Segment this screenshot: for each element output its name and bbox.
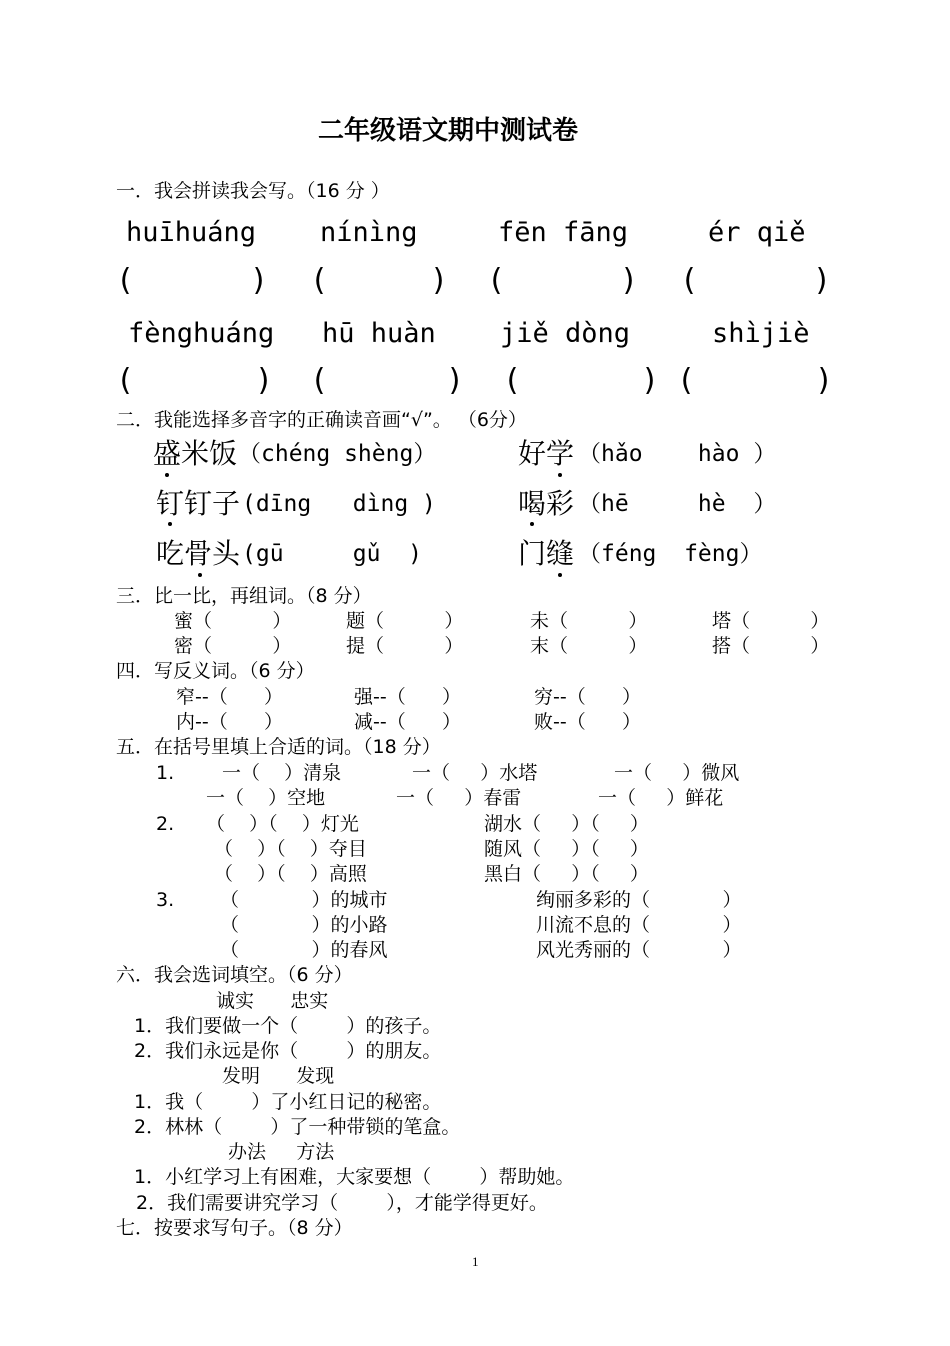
emphasis-dot [558,573,562,577]
pinyin-3: fēn fāng [498,217,629,248]
fill-item: （ ）（ ）夺目 [214,838,367,860]
fill-item: 随风（ ）（ ） [484,838,649,860]
answer-open-paren: ( [680,263,699,298]
polyphone-pinyin: （hē hè ） [578,491,777,517]
pinyin-8: shìjiè [712,318,810,349]
fill-sentence: 2．我们需要讲究学习（ ），才能学得更好。 [136,1192,548,1214]
page-number: 1 [472,1254,479,1269]
fill-sentence: 1．我（ ）了小红日记的秘密。 [134,1091,442,1113]
polyphone-word: 喝彩 [518,487,575,520]
compare-item: 搭（ ） [712,635,830,657]
word-choices: 办法 方法 [228,1141,335,1163]
fill-item: （ ）（ ）高照 [214,863,367,885]
antonym-item: 内--（ ） [176,711,283,733]
answer-close-paren: ) [815,363,834,398]
pinyin-1: huīhuáng [126,217,257,248]
polyphone-pinyin: （chéng shèng） [238,441,437,467]
polyphone-word: 钉钉子 [156,487,241,520]
polyphone-pinyin: （féng fèng） [578,541,763,567]
fill-item: （ ）的城市 [220,889,388,911]
fill-sentence: 2．林林（ ）了一种带锁的笔盒。 [134,1116,461,1138]
antonym-item: 减--（ ） [354,711,461,733]
compare-item: 塔（ ） [712,610,830,632]
answer-open-paren: ( [503,363,522,398]
answer-open-paren: ( [487,263,506,298]
polyphone-word: 吃骨头 [156,537,241,570]
compare-item: 题（ ） [346,610,464,632]
polyphone-pinyin: (dīng dìng ) [242,491,436,517]
antonym-item: 穷--（ ） [534,686,641,708]
polyphone-word: 好学 [518,437,575,470]
answer-open-paren: ( [116,263,135,298]
pinyin-2: nínìng [320,217,418,248]
pinyin-7: jiě dòng [500,318,631,349]
polyphone-word: 门缝 [518,537,575,570]
fill-item: 一（ ）水塔 [412,762,538,784]
question-number: 1. [156,762,175,784]
fill-item: 一（ ）清泉 [222,762,342,784]
compare-item: 蜜（ ） [174,610,292,632]
fill-sentence: 1．小红学习上有困难，大家要想（ ）帮助她。 [134,1166,575,1188]
antonym-item: 败--（ ） [534,711,641,733]
emphasis-dot [168,522,172,526]
pinyin-4: ér qiě [708,217,806,248]
answer-open-paren: ( [116,363,135,398]
section-4-heading: 四．写反义词。（6 分） [116,660,315,682]
antonym-item: 强--（ ） [354,686,461,708]
fill-item: 一（ ）春雷 [396,787,522,809]
question-number: 3. [156,889,175,911]
fill-item: 绚丽多彩的（ ） [536,889,742,911]
emphasis-dot [198,573,202,577]
answer-close-paren: ) [430,263,449,298]
emphasis-dot [558,473,562,477]
page-title: 二年级语文期中测试卷 [318,116,579,146]
answer-open-paren: ( [310,263,329,298]
fill-item: 一（ ）微风 [614,762,740,784]
answer-open-paren: ( [677,363,696,398]
pinyin-5: fènghuáng [128,318,275,349]
emphasis-dot [530,522,534,526]
fill-sentence: 1．我们要做一个（ ）的孩子。 [134,1015,442,1037]
answer-close-paren: ) [250,263,269,298]
compare-item: 密（ ） [174,635,292,657]
fill-item: 一（ ）空地 [206,787,326,809]
fill-item: 一（ ）鲜花 [598,787,724,809]
compare-item: 未（ ） [530,610,648,632]
section-1-heading: 一．我会拼读我会写。（16 分 ） [116,180,390,202]
fill-item: 风光秀丽的（ ） [536,939,742,961]
word-choices: 发明 发现 [222,1065,335,1087]
answer-close-paren: ) [446,363,465,398]
compare-item: 末（ ） [530,635,648,657]
answer-open-paren: ( [310,363,329,398]
section-7-heading: 七．按要求写句子。（8 分） [116,1217,353,1239]
antonym-item: 窄--（ ） [176,686,283,708]
answer-close-paren: ) [813,263,832,298]
answer-close-paren: ) [255,363,274,398]
word-choices: 诚实 忠实 [216,990,329,1012]
fill-item: （ ）（ ）灯光 [206,813,359,835]
section-5-heading: 五．在括号里填上合适的词。（18 分） [116,736,441,758]
fill-item: 川流不息的（ ） [536,914,742,936]
fill-item: 湖水（ ）（ ） [484,813,649,835]
answer-close-paren: ) [641,363,660,398]
fill-item: （ ）的春风 [220,939,388,961]
polyphone-word: 盛米饭 [153,437,238,470]
polyphone-pinyin: (gū gǔ ) [242,541,423,567]
section-6-heading: 六．我会选词填空。（6 分） [116,964,353,986]
section-2-heading: 二．我能选择多音字的正确读音画“√”。 （6分） [116,409,527,431]
answer-close-paren: ) [620,263,639,298]
section-3-heading: 三．比一比，再组词。（8 分） [116,585,372,607]
fill-item: 黑白（ ）（ ） [484,863,649,885]
fill-item: （ ）的小路 [220,914,388,936]
compare-item: 提（ ） [346,635,464,657]
fill-sentence: 2．我们永远是你（ ）的朋友。 [134,1040,442,1062]
question-number: 2. [156,813,175,835]
emphasis-dot [165,473,169,477]
polyphone-pinyin: （hǎo hào ） [578,441,777,467]
pinyin-6: hū huàn [322,318,436,349]
